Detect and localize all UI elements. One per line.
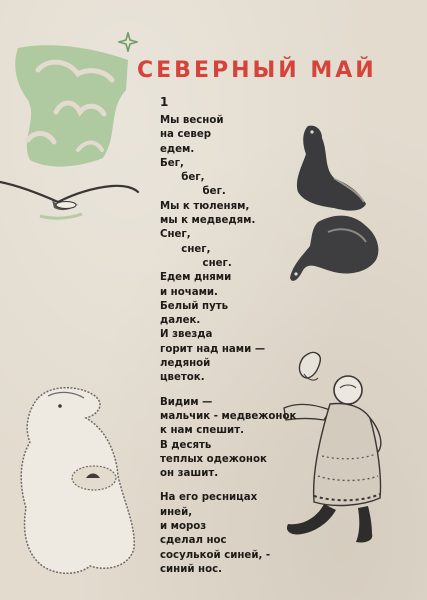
poem-line: теплых одежонок bbox=[160, 453, 267, 465]
poem-line: едем. bbox=[160, 143, 195, 155]
poem-line: и мороз bbox=[160, 521, 207, 533]
stanza bbox=[160, 491, 310, 577]
poem-line: сделал нос bbox=[160, 535, 227, 547]
star-illustration bbox=[118, 32, 138, 52]
poem-line: и ночами. bbox=[160, 286, 218, 298]
poem-line: И звезда bbox=[160, 329, 213, 341]
poem-line: снег. bbox=[160, 257, 232, 269]
poem-line: сосулькой синей, - bbox=[160, 549, 271, 561]
poem-line: цветок. bbox=[160, 372, 205, 384]
poem-line: Едем днями bbox=[160, 272, 232, 284]
poem-line: мальчик - медвежонок bbox=[160, 410, 297, 422]
stanza-gap bbox=[160, 386, 310, 396]
poem-line: На его ресницах bbox=[160, 492, 258, 504]
stanza bbox=[160, 114, 310, 386]
poem-line: на север bbox=[160, 129, 212, 141]
poem-text bbox=[160, 114, 310, 577]
poem-line: он зашит. bbox=[160, 468, 219, 480]
poem-line: бег, bbox=[160, 172, 205, 184]
poem-line: Мы к тюленям, bbox=[160, 200, 250, 212]
stanza-gap bbox=[160, 481, 310, 491]
poem-line: синий нос. bbox=[160, 563, 222, 575]
poem-line: Бег, bbox=[160, 157, 184, 169]
section-number: 1 bbox=[160, 95, 169, 109]
seagull-illustration bbox=[0, 176, 140, 226]
poem-line: Мы весной bbox=[160, 115, 224, 126]
poem-title: СЕВЕРНЫЙ МАЙ bbox=[137, 58, 377, 83]
poem-line: бег. bbox=[160, 186, 226, 198]
poem-line: ледяной bbox=[160, 358, 211, 370]
poem-line: Видим — bbox=[160, 396, 213, 408]
stanza bbox=[160, 396, 310, 482]
poem-line: иней, bbox=[160, 506, 193, 518]
poem-line: далек. bbox=[160, 315, 201, 327]
poem-line: к нам спешит. bbox=[160, 425, 244, 437]
poem-line: В десять bbox=[160, 439, 212, 451]
polar-bear-illustration bbox=[8, 380, 143, 580]
poem-line: горит над нами — bbox=[160, 343, 266, 355]
poem-line: Белый путь bbox=[160, 300, 229, 312]
poem-line: мы к медведям. bbox=[160, 215, 256, 227]
poem-line: Снег, bbox=[160, 229, 191, 241]
green-birds-illustration bbox=[8, 40, 136, 175]
poem-line: снег, bbox=[160, 243, 211, 255]
